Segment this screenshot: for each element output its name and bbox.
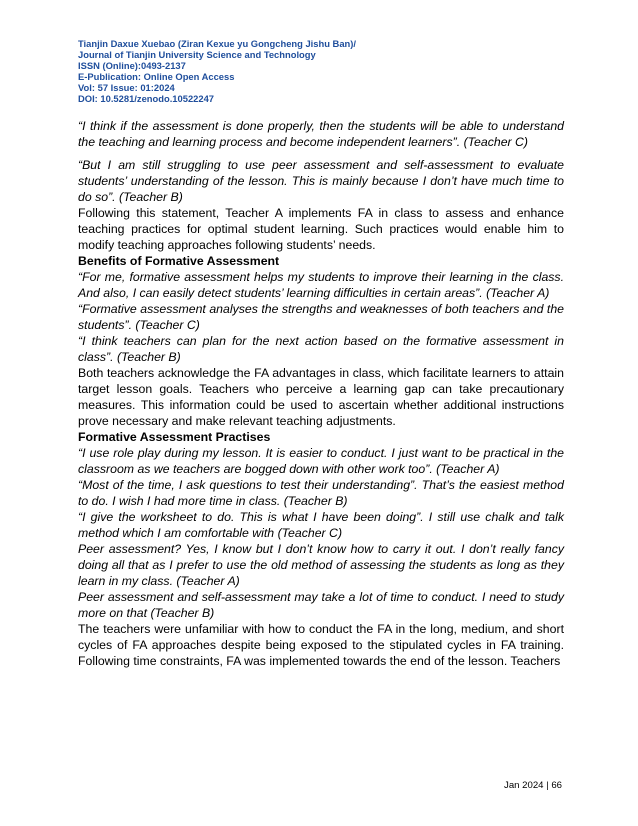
quote-block: Peer assessment? Yes, I know but I don’t know how to carry it out. I don’t really fancy doing all that as I prefer to use the old method of assessing the students as long as they learn in my class. (Teacher A) (78, 542, 564, 588)
journal-header (78, 38, 356, 105)
quote-block: “Most of the time, I ask questions to test their understanding”. That’s the easiest method to do. I wish I had more time in class. (Teacher B) (78, 478, 564, 508)
body-paragraph: Following this statement, Teacher A implements FA in class to assess and enhance teaching practices for optimal student learning. Such practices would enable him to modify teaching approaches following students’ needs. (78, 206, 564, 252)
body-paragraph: The teachers were unfamiliar with how to conduct the FA in the long, medium, and short cycles of FA approaches despite being exposed to the stipulated cycles in FA training. Following time constraints, FA was implemented towards the end of the lesson. Teachers (78, 622, 564, 668)
body-paragraph: Both teachers acknowledge the FA advantages in class, which facilitate learners to attain target lesson goals. Teachers who perceive a learning gap can take precautionary measures. This information could be used to ascertain whether additional instructions prove necessary and make relevant teaching adjustments. (78, 366, 564, 428)
journal-title-line2: Journal of Tianjin University Science and Technology (78, 49, 316, 61)
quote-block: “I use role play during my lesson. It is easier to conduct. I just want to be practical in the classroom as we teachers are bogged down with other work too”. (Teacher A) (78, 446, 564, 476)
journal-title-line1: Tianjin Daxue Xuebao (Ziran Kexue yu Gongcheng Jishu Ban)/ (78, 38, 356, 49)
doi-line: DOI: 10.5281/zenodo.10522247 (78, 93, 215, 105)
quote-block: “I think teachers can plan for the next action based on the formative assessment in class”. (Teacher B) (78, 334, 564, 364)
quote-block: “I think if the assessment is done properly, then the students will be able to understand the teaching and learning process and become independent learners”. (Teacher C) (78, 119, 564, 149)
quote-block: “For me, formative assessment helps my students to improve their learning in the class. And also, I can easily detect students’ learning difficulties in certain areas”. (Teacher A) (78, 270, 564, 300)
article-body (78, 118, 564, 669)
page-footer: Jan 2024 | 66 (504, 780, 562, 791)
publication-line: E-Publication: Online Open Access (78, 71, 235, 83)
issn-line: ISSN (Online):0493-2137 (78, 60, 186, 72)
volume-issue-line: Vol: 57 Issue: 01:2024 (78, 82, 175, 94)
section-heading-practises: Formative Assessment Practises (78, 430, 271, 444)
quote-block: “But I am still struggling to use peer assessment and self-assessment to evaluate students’ understanding of the lesson. This is mainly because I don’t have much time to do so”. (Teacher B) (78, 158, 564, 204)
section-heading-benefits: Benefits of Formative Assessment (78, 254, 280, 268)
quote-block: “Formative assessment analyses the strengths and weaknesses of both teachers and the students”. (Teacher C) (78, 302, 564, 332)
quote-block: “I give the worksheet to do. This is what I have been doing”. I still use chalk and talk method which I am comfortable with (Teacher C) (78, 510, 564, 540)
quote-block: Peer assessment and self-assessment may take a lot of time to conduct. I need to study more on that (Teacher B) (78, 590, 564, 620)
